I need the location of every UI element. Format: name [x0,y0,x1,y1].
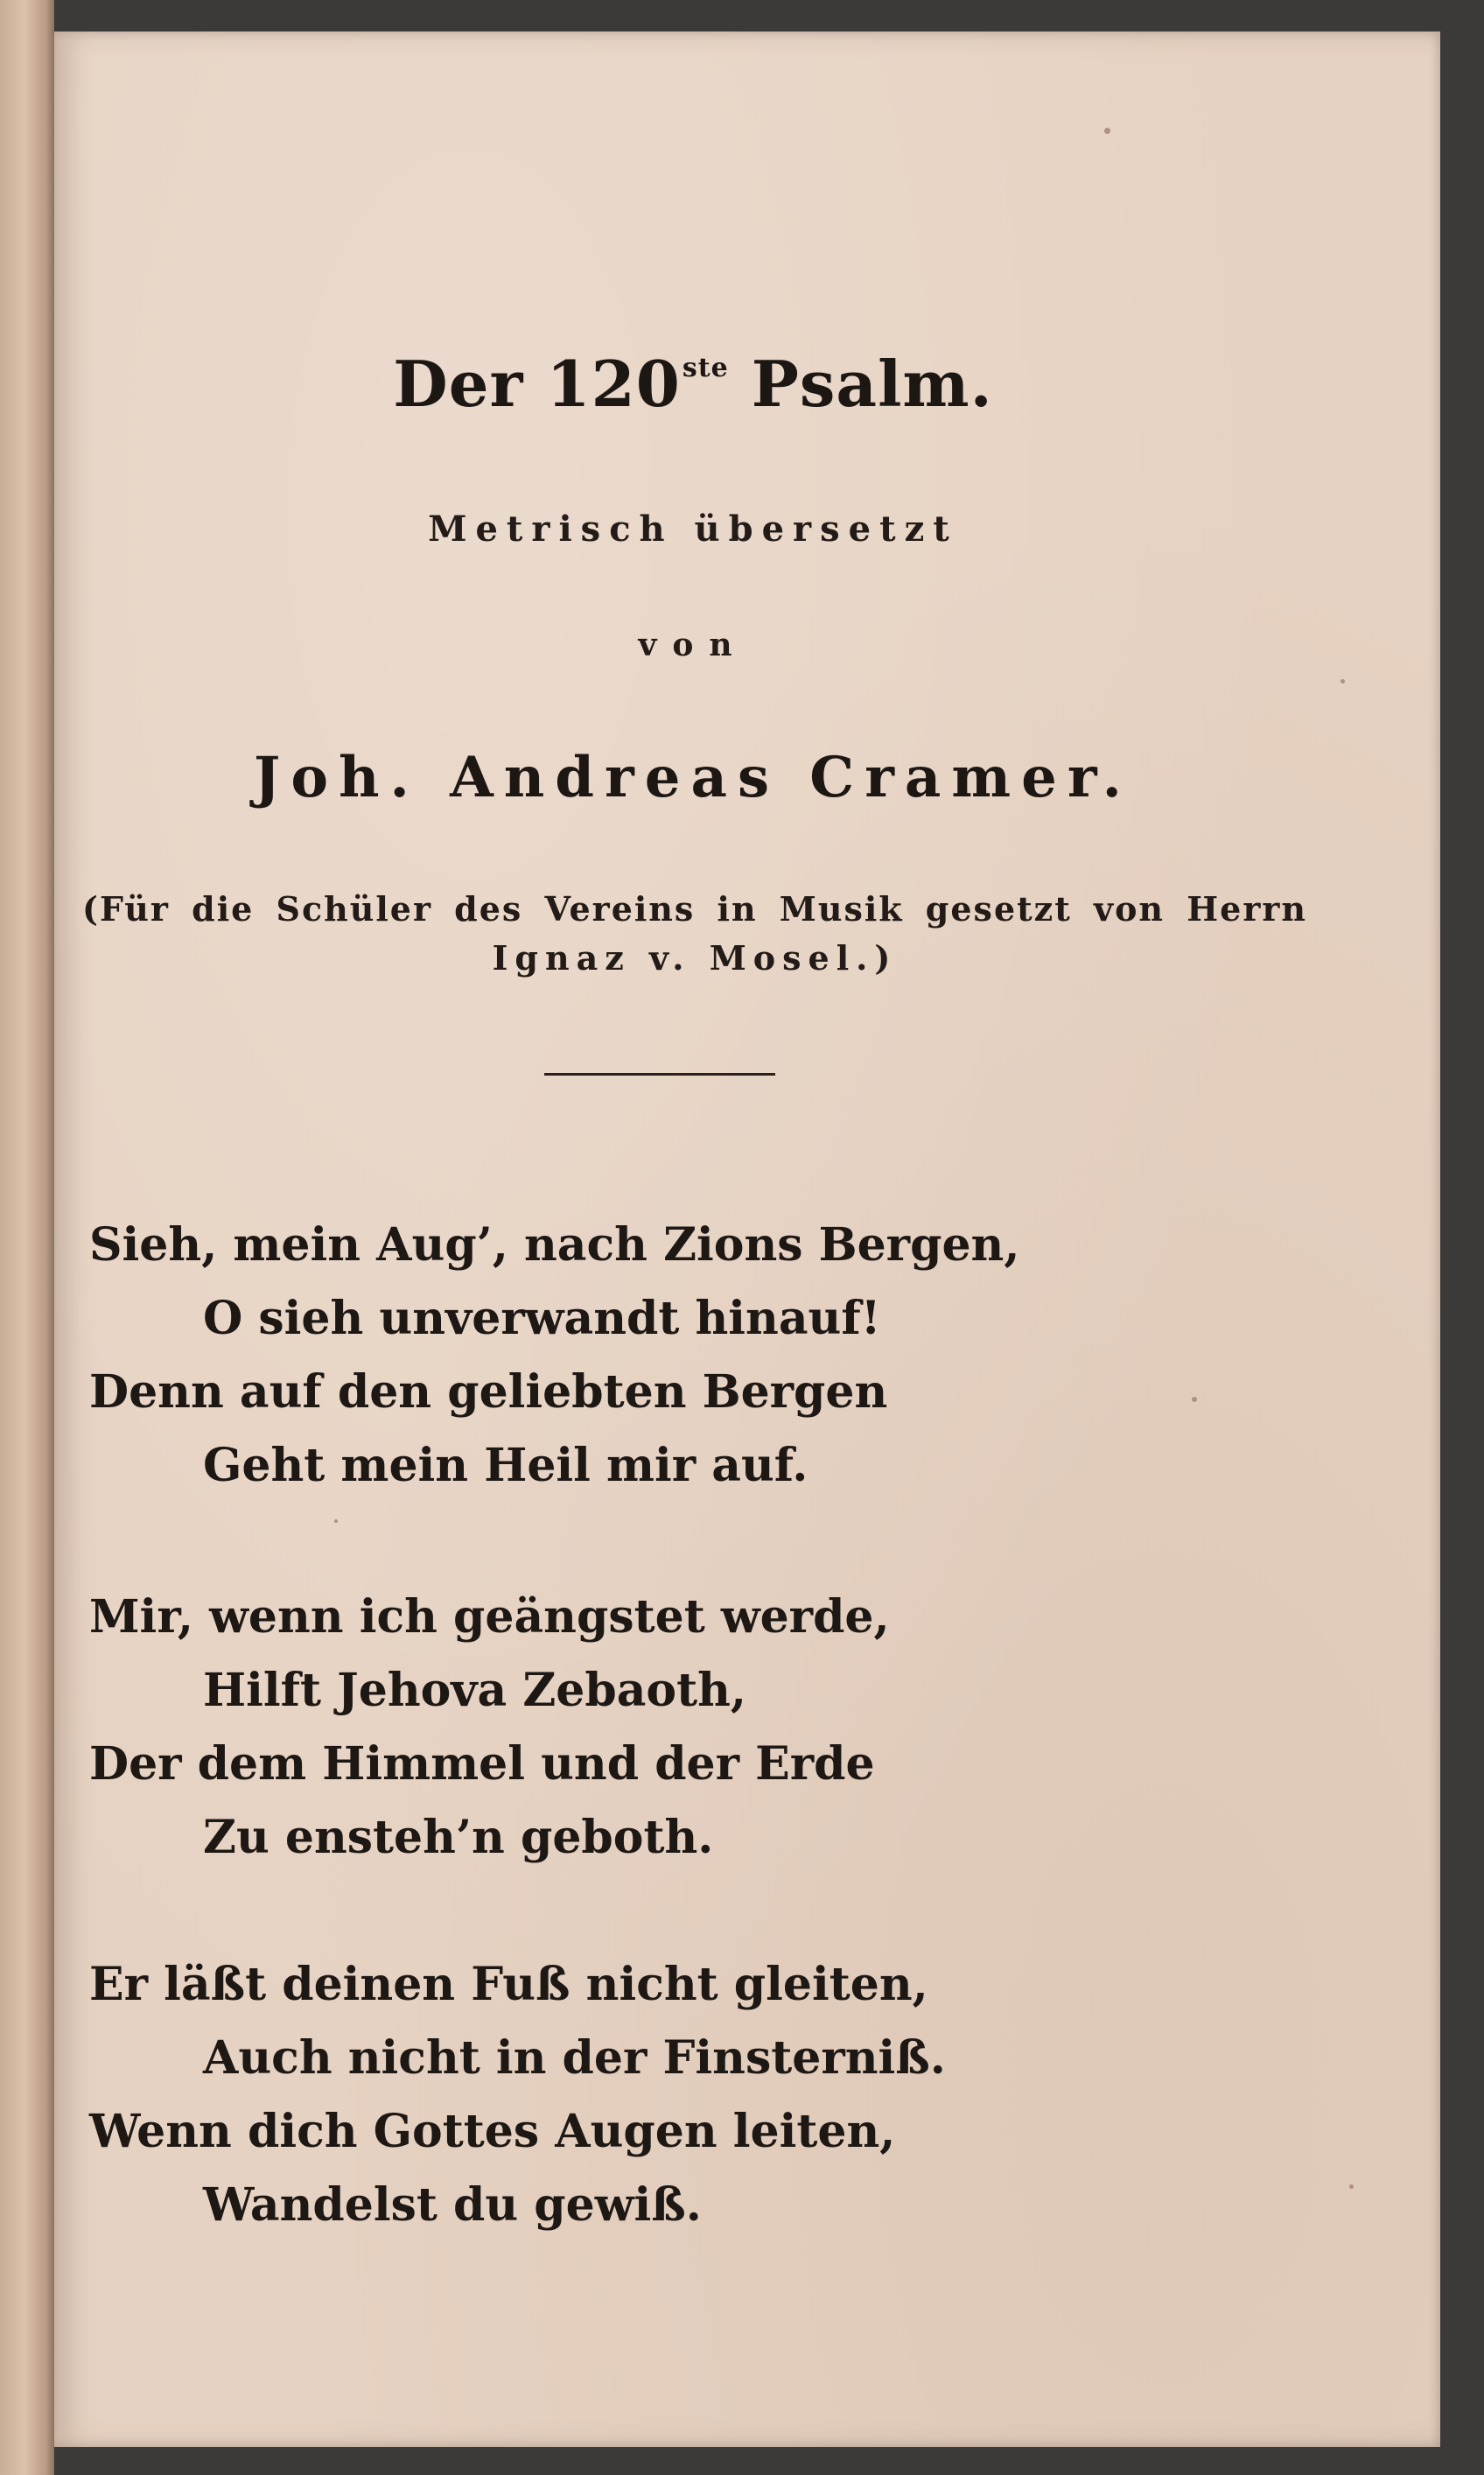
paper-speck [1340,679,1345,684]
paper-speck [334,1519,338,1523]
stanza-1 [89,1209,1052,1503]
verse-line: Sieh, mein Aug’, nach Zions Bergen, [89,1218,1020,1272]
paper-speck [1104,128,1110,134]
book-page [54,32,1440,2447]
note-line-2: Ignaz v. Mosel.) [492,938,898,978]
verse-line: Wandelst du gewiß. [203,2178,702,2232]
note-line-1: (Für die Schüler des Vereins in Musik gesetzt von Herrn [82,889,1307,929]
title-text: Der 120 [393,347,681,421]
verse-line: Hilft Jehova Zebaoth, [203,1664,747,1717]
composer-note [82,885,1307,983]
verse-line: Wenn dich Gottes Augen leiten, [89,2105,896,2158]
verse-line: Er läßt deinen Fuß nicht gleiten, [89,1958,928,2011]
subtitle: Metrisch übersetzt [428,508,958,550]
verse-line: Denn auf den geliebten Bergen [89,1365,888,1419]
verse-line: Zu ensteh’n geboth. [203,1811,714,1864]
paper-speck [1349,2184,1354,2189]
verse-line: O sieh unverwandt hinauf! [203,1292,881,1345]
paper-speck [1192,1397,1197,1402]
verse-line: Mir, wenn ich geängstet werde, [89,1590,890,1644]
stanza-3 [89,1948,1052,2242]
author-name: Joh. Andreas Cramer. [254,745,1132,810]
book-edge [0,0,54,2475]
verse-line: Auch nicht in der Finsterniß. [203,2031,946,2085]
page-title [54,347,1332,421]
stanza-2 [89,1581,1052,1875]
verse-line: Der dem Himmel und der Erde [89,1737,875,1791]
verse-line: Geht mein Heil mir auf. [203,1439,808,1492]
divider-rule [544,1073,775,1076]
title-superscript: ste [682,353,729,383]
by-line: von [638,627,748,663]
title-end: Psalm. [728,347,993,421]
